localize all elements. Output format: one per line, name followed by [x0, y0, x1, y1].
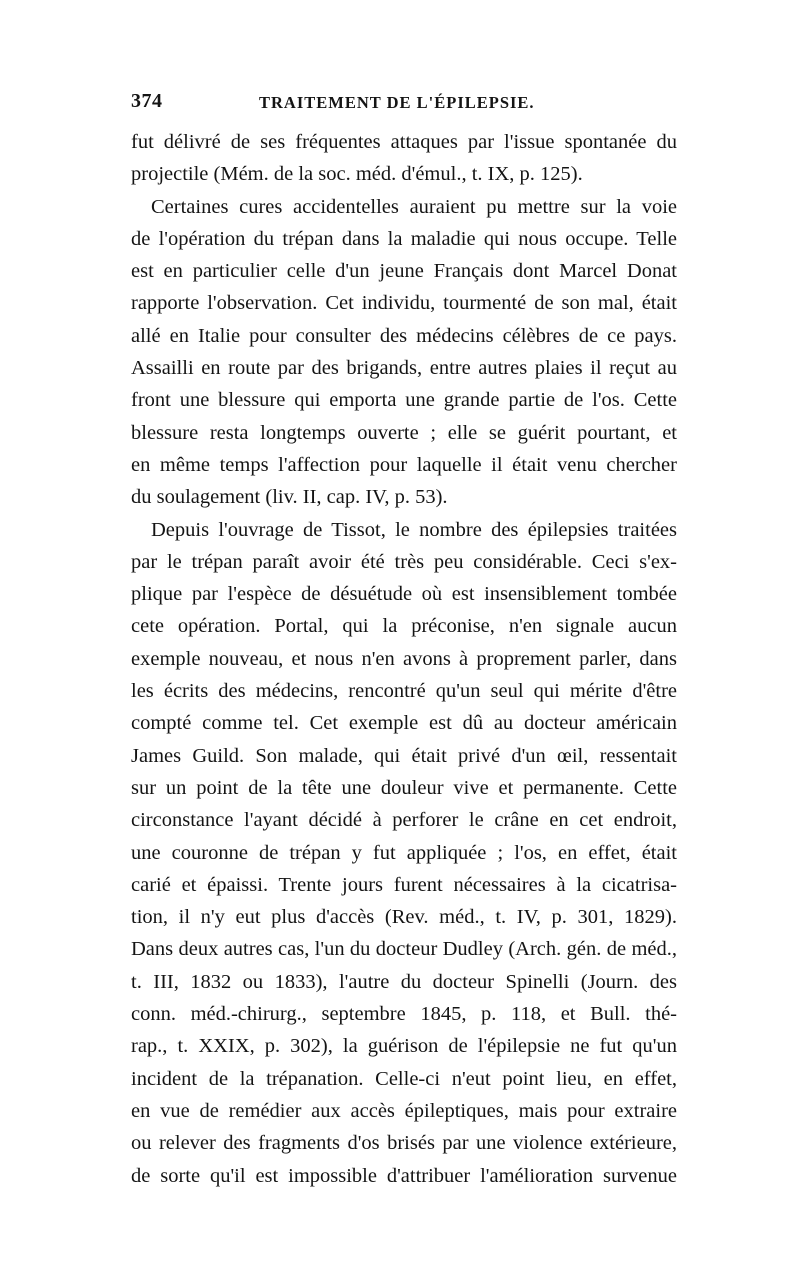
text-line: blessure resta longtemps ouverte ; elle se guérit pourtant, et	[131, 421, 677, 444]
text-line: ou relever des fragments d'os brisés par une violence extérieure,	[131, 1132, 677, 1155]
text-line: t. III, 1832 ou 1833), l'autre du docteur Spinelli (Journ. des	[131, 970, 677, 993]
text-line: plique par l'espèce de désuétude où est insensiblement tombée	[131, 583, 677, 606]
running-title: TRAITEMENT DE L'ÉPILEPSIE.	[259, 93, 535, 112]
text-line: du soulagement (liv. II, cap. IV, p. 53).	[131, 486, 448, 509]
text-line: les écrits des médecins, rencontré qu'un seul qui mérite d'être	[131, 680, 677, 703]
text-line: carié et épaissi. Trente jours furent nécessaires à la cicatrisa-	[131, 873, 677, 896]
text-line: en vue de remédier aux accès épileptiques, mais pour extraire	[131, 1099, 677, 1122]
page-header	[131, 90, 677, 120]
text-line: compté comme tel. Cet exemple est dû au docteur américain	[131, 712, 677, 735]
text-line: front une blessure qui emporta une grande partie de l'os. Cette	[131, 389, 677, 412]
text-line: de sorte qu'il est impossible d'attribuer l'amélioration survenue	[131, 1164, 677, 1187]
text-line: incident de la trépanation. Celle-ci n'eut point lieu, en effet,	[131, 1067, 677, 1090]
text-line: projectile (Mém. de la soc. méd. d'émul., t. IX, p. 125).	[131, 163, 583, 186]
text-line: conn. méd.-chirurg., septembre 1845, p. 118, et Bull. thé-	[131, 1003, 677, 1026]
text-line: exemple nouveau, et nous n'en avons à proprement parler, dans	[131, 647, 677, 670]
text-line: James Guild. Son malade, qui était privé d'un œil, ressentait	[131, 744, 677, 767]
text-line: Assailli en route par des brigands, entre autres plaies il reçut au	[131, 357, 677, 380]
text-line: Certaines cures accidentelles auraient pu mettre sur la voie	[151, 195, 677, 218]
text-line: par le trépan paraît avoir été très peu considérable. Ceci s'ex-	[131, 550, 677, 573]
text-line: rap., t. XXIX, p. 302), la guérison de l'épilepsie ne fut qu'un	[131, 1035, 677, 1058]
text-line: tion, il n'y eut plus d'accès (Rev. méd., t. IV, p. 301, 1829).	[131, 906, 677, 929]
text-line: une couronne de trépan y fut appliquée ; l'os, en effet, était	[131, 841, 677, 864]
text-line: en même temps l'affection pour laquelle il était venu chercher	[131, 453, 677, 476]
body-text	[131, 126, 677, 1192]
text-line: cete opération. Portal, qui la préconise, n'en signale aucun	[131, 615, 677, 638]
text-line: Depuis l'ouvrage de Tissot, le nombre des épilepsies traitées	[151, 518, 677, 541]
text-line: rapporte l'observation. Cet individu, tourmenté de son mal, était	[131, 292, 677, 315]
text-line: allé en Italie pour consulter des médecins célèbres de ce pays.	[131, 324, 677, 347]
page-number: 374	[131, 90, 163, 112]
text-line: est en particulier celle d'un jeune Français dont Marcel Donat	[131, 260, 677, 283]
text-line: de l'opération du trépan dans la maladie qui nous occupe. Telle	[131, 227, 677, 250]
text-line: circonstance l'ayant décidé à perforer le crâne en cet endroit,	[131, 809, 677, 832]
text-line: fut délivré de ses fréquentes attaques par l'issue spontanée du	[131, 131, 677, 153]
text-line: sur un point de la tête une douleur vive et permanente. Cette	[131, 776, 677, 799]
text-line: Dans deux autres cas, l'un du docteur Dudley (Arch. gén. de méd.,	[131, 938, 677, 961]
